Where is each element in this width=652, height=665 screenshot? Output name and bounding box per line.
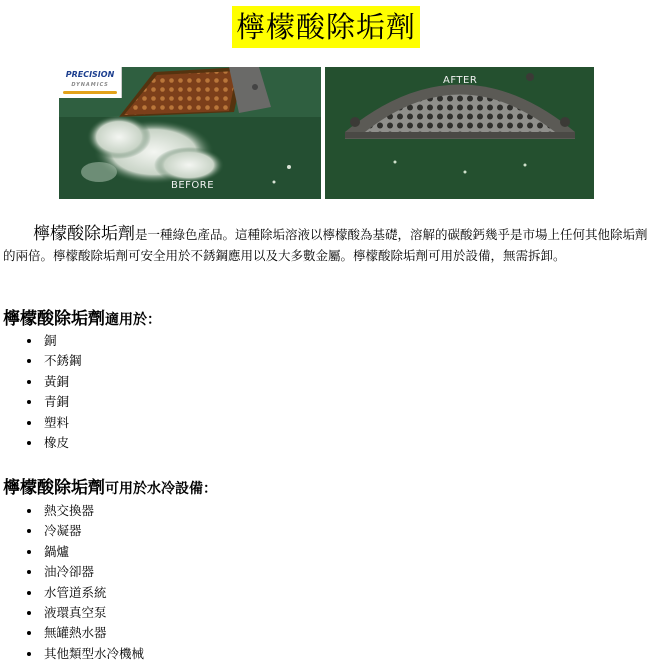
- after-label: AFTER: [443, 75, 478, 86]
- list-item: • 無罐熱水器: [42, 623, 144, 643]
- section1-heading-rest: 適用於：: [105, 312, 161, 328]
- intro-paragraph: [3, 224, 649, 266]
- list-item: • 油冷卻器: [42, 562, 144, 582]
- intro-text: 是一種綠色產品。這種除垢溶液以檸檬酸為基礎，溶解的碳酸鈣幾乎是市場上任何其他除垢劑的兩倍。檸檬酸除垢劑可安全用於不銹鋼應用以及大多數金屬。檸檬酸除垢劑可用於設備，無需拆卸。: [3, 227, 648, 263]
- before-label: BEFORE: [171, 180, 215, 191]
- before-photo: [59, 67, 321, 199]
- section1-heading: [3, 307, 161, 332]
- section2-heading-rest: 可用於水冷設備：: [105, 481, 217, 497]
- after-photo: [325, 67, 594, 199]
- list-item: • 水管道系統: [42, 583, 144, 603]
- list-item: • 黃銅: [42, 372, 82, 392]
- precision-dynamics-logo: [59, 67, 122, 98]
- list-item: • 冷凝器: [42, 521, 144, 541]
- list-item: • 不銹鋼: [42, 351, 82, 371]
- logo-swoosh: [63, 91, 117, 94]
- list-item: • 液環真空泵: [42, 603, 144, 623]
- list-item: • 鍋爐: [42, 542, 144, 562]
- materials-list: [0, 331, 82, 453]
- list-item: • 橡皮: [42, 433, 82, 453]
- list-item: • 其他類型水冷機械: [42, 644, 144, 664]
- section1-heading-lead: 檸檬酸除垢劑: [3, 309, 105, 329]
- list-item: • 熱交換器: [42, 501, 144, 521]
- logo-text: PRECISION: [65, 70, 115, 79]
- intro-lead: 檸檬酸除垢劑: [33, 224, 135, 244]
- list-item: • 塑料: [42, 413, 82, 433]
- title-container: [0, 6, 652, 48]
- section2-heading: [3, 476, 217, 501]
- section2-heading-lead: 檸檬酸除垢劑: [3, 478, 105, 498]
- list-item: • 銅: [42, 331, 82, 351]
- list-item: • 青銅: [42, 392, 82, 412]
- after-scene-graphic: [325, 67, 594, 199]
- logo-subtext: DYNAMICS: [71, 82, 109, 88]
- page-title: 檸檬酸除垢劑: [232, 6, 420, 48]
- equipment-list: [0, 501, 144, 664]
- before-after-images: [59, 67, 594, 199]
